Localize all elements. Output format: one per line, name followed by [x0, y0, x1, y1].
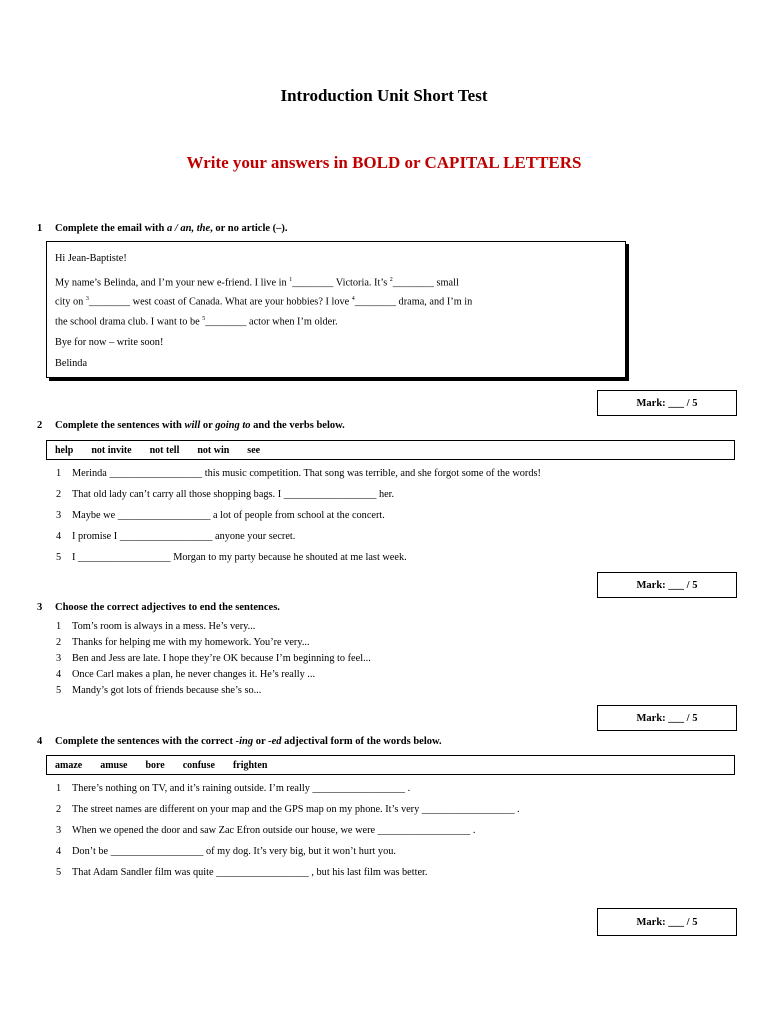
q1-number: 1 [37, 223, 43, 234]
word-item: see [247, 444, 261, 456]
q4-item: 2 The street names are different on your map and the GPS map on my phone. It’s very __________________ . [56, 804, 520, 815]
word-item: bore [145, 759, 165, 771]
page-title: Introduction Unit Short Test [280, 86, 488, 105]
page-subtitle: Write your answers in BOLD or CAPITAL LETTERS [186, 153, 582, 172]
q4-item: 4 Don’t be __________________ of my dog. It’s very big, but it won’t hurt you. [56, 846, 396, 857]
word-item: help [55, 444, 74, 456]
q2-item: 4 I promise I __________________ anyone your secret. [56, 531, 296, 542]
email-line: My name’s Belinda, and I’m your new e-friend. I live in $^1$________ Victoria. It’s $^2$________ small [55, 277, 459, 289]
word-item: not invite [91, 444, 132, 456]
q4-mark-box: Mark: ___ / 5 [597, 908, 737, 936]
q3-item: 4 Once Carl makes a plan, he never changes it. He’s really ... [56, 669, 316, 680]
email-line: the school drama club. I want to be $^5$________ actor when I’m older. [55, 315, 338, 328]
email-line: city on $^3$________ west coast of Canada. What are your hobbies? I love $^4$________ drama, and I’m in [55, 296, 473, 308]
q4-heading: 4 Complete the sentences with the correct -ing or -ed adjectival form of the words below. [37, 736, 442, 747]
email-signoff: Bye for now – write soon! [55, 337, 164, 349]
q4-item: 3 When we opened the door and saw Zac Efron outside our house, we were __________________ . [56, 825, 476, 836]
q3-item: 3 Ben and Jess are late. I hope they’re OK because I’m beginning to feel... [56, 653, 371, 664]
word-item: amaze [55, 759, 83, 771]
q3-mark-box: Mark: ___ / 5 [597, 705, 737, 731]
word-item: not tell [149, 444, 180, 456]
email-signature: Belinda [55, 358, 88, 370]
q2-heading: 2 Complete the sentences with will or going to and the verbs below. [37, 420, 345, 431]
q2-mark-box: Mark: ___ / 5 [597, 572, 737, 598]
q2-item: 3 Maybe we __________________ a lot of people from school at the concert. [56, 510, 385, 521]
q2-item: 1 Merinda __________________ this music competition. That song was terrible, and she forgot some of the words! [56, 468, 541, 479]
q4-word-box [46, 755, 735, 775]
q2-word-box [46, 440, 735, 460]
q1-mark-box: Mark: ___ / 5 [597, 390, 737, 416]
q4-item: 5 That Adam Sandler film was quite __________________ , but his last film was better. [56, 867, 428, 878]
q1-heading: 1 Complete the email with a / an, the, or no article (–). [37, 223, 288, 234]
q3-item: 2 Thanks for helping me with my homework. You’re very... [56, 637, 310, 648]
q4-item: 1 There’s nothing on TV, and it’s raining outside. I’m really __________________ . [56, 783, 411, 794]
word-item: confuse [182, 759, 215, 771]
email-greeting: Hi Jean-Baptiste! [55, 253, 127, 264]
email-box [46, 241, 626, 378]
q3-heading: 3 Choose the correct adjectives to end the sentences. [37, 602, 280, 613]
word-item: not win [197, 444, 230, 456]
q2-item: 2 That old lady can’t carry all those shopping bags. I __________________ her. [56, 489, 395, 500]
q2-item: 5 I __________________ Morgan to my party because he shouted at me last week. [56, 552, 407, 563]
word-item: amuse [100, 759, 128, 771]
word-item: frighten [232, 759, 268, 771]
q3-item: 5 Mandy’s got lots of friends because she’s so... [56, 685, 262, 696]
q3-item: 1 Tom’s room is always in a mess. He’s very... [56, 621, 256, 632]
